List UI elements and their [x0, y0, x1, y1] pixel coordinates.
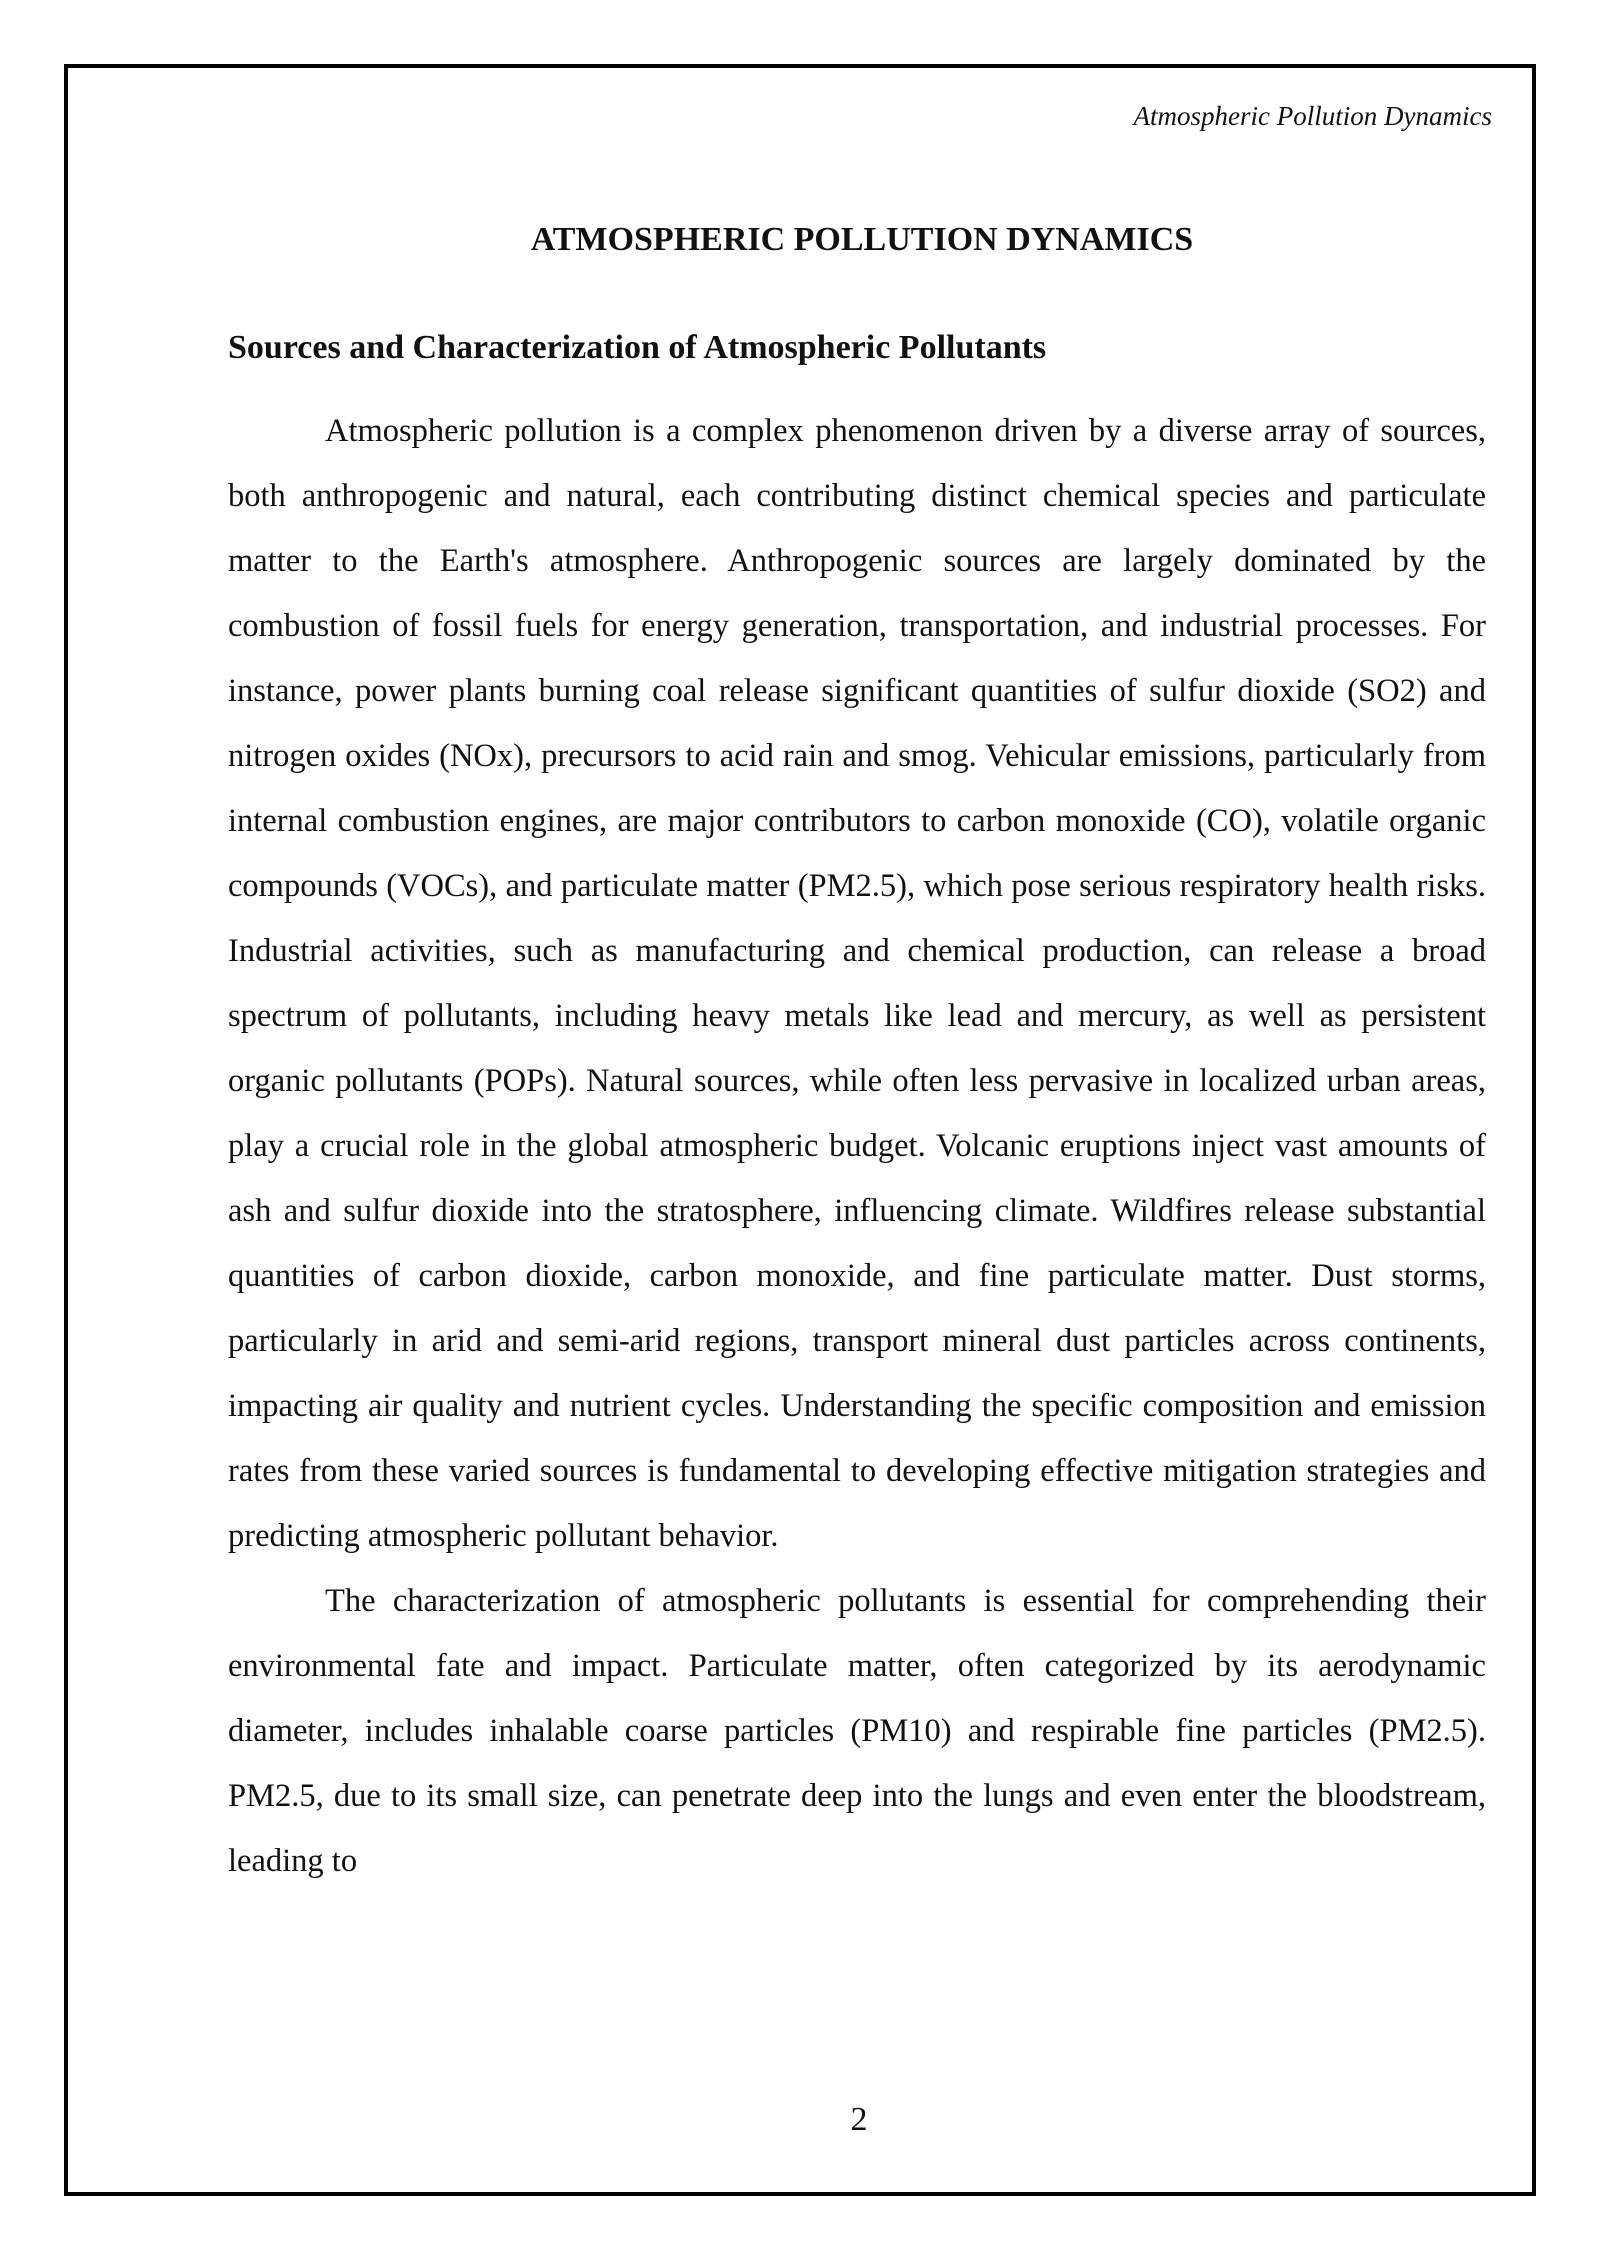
page-number: 2 [850, 2101, 868, 2138]
paragraph: The characterization of atmospheric pollutants is essential for comprehending their environmental fate and impact. Particulate matter, often categorized by its aerodynamic diameter, includes inhalable coarse particles (PM10) and respirable fine particles (PM2.5). PM2.5, due to its small size, can penetrate deep into the lungs and even enter the bloodstream, leading to [228, 1583, 1486, 1879]
document-title: ATMOSPHERIC POLLUTION DYNAMICS [530, 221, 1194, 258]
running-header: Atmospheric Pollution Dynamics [1133, 101, 1492, 131]
body-text [228, 399, 1486, 1894]
section-heading: Sources and Characterization of Atmospheric Pollutants [228, 329, 1047, 366]
paragraph: Atmospheric pollution is a complex phenomenon driven by a diverse array of sources, both anthropogenic and natural, each contributing distinct chemical species and particulate matter to the Earth's atmosphere. Anthropogenic sources are largely dominated by the combustion of fossil fuels for energy generation, transportation, and industrial processes. For instance, power plants burning coal release significant quantities of sulfur dioxide (SO2) and nitrogen oxides (NOx), precursors to acid rain and smog. Vehicular emissions, particularly from internal combustion engines, are major contributors to carbon monoxide (CO), volatile organic compounds (VOCs), and particulate matter (PM2.5), which pose serious respiratory health risks. Industrial activities, such as manufacturing and chemical production, can release a broad spectrum of pollutants, including heavy metals like lead and mercury, as well as persistent organic pollutants (POPs). Natural sources, while often less pervasive in localized urban areas, play a crucial role in the global atmospheric budget. Volcanic eruptions inject vast amounts of ash and sulfur dioxide into the stratosphere, influencing climate. Wildfires release substantial quantities of carbon dioxide, carbon monoxide, and fine particulate matter. Dust storms, particularly in arid and semi-arid regions, transport mineral dust particles across continents, impacting air quality and nutrient cycles. Understanding the specific composition and emission rates from these varied sources is fundamental to developing effective mitigation strategies and predicting atmospheric pollutant behavior. [228, 413, 1486, 1554]
